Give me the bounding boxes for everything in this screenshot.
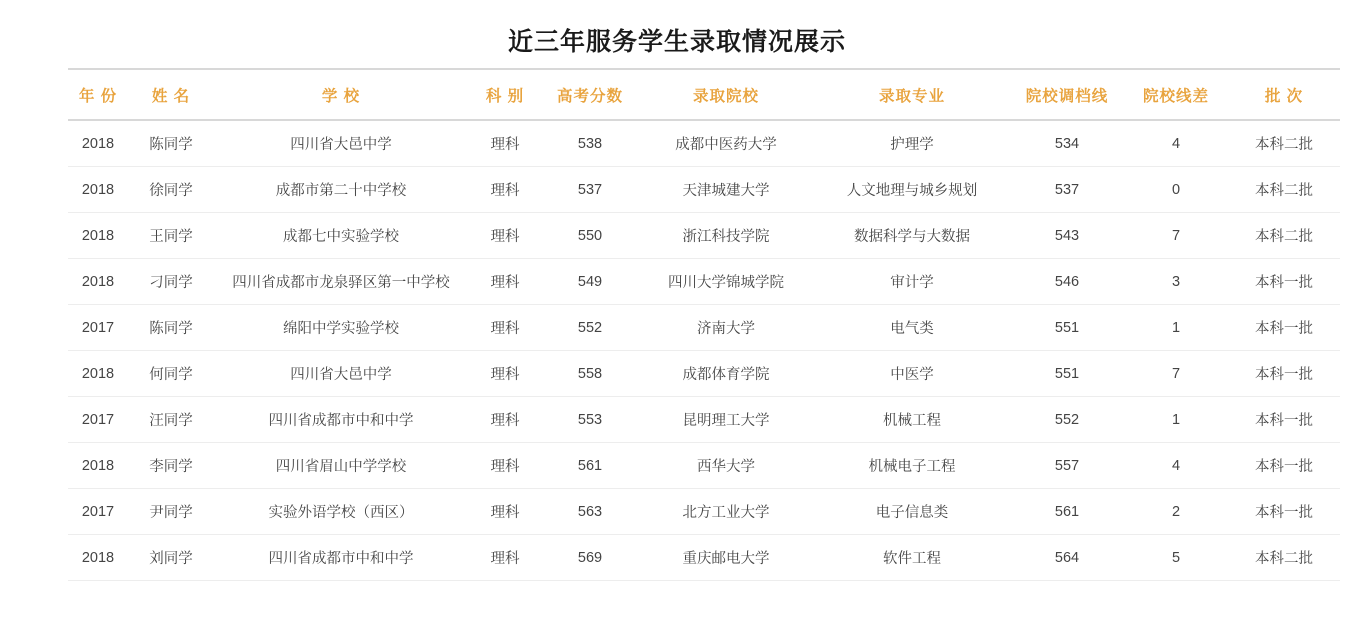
cell-score: 569	[542, 535, 638, 581]
cell-batch: 本科一批	[1228, 351, 1340, 397]
table-header	[68, 69, 1340, 120]
header-batch: 批 次	[1228, 69, 1340, 120]
cell-diff: 7	[1124, 351, 1228, 397]
cell-name: 汪同学	[128, 397, 214, 443]
cell-year: 2017	[68, 397, 128, 443]
cell-year: 2017	[68, 489, 128, 535]
cell-major: 护理学	[814, 120, 1010, 167]
cell-name: 陈同学	[128, 120, 214, 167]
table-row	[68, 305, 1340, 351]
cell-university: 西华大学	[638, 443, 814, 489]
cell-school: 实验外语学校（西区）	[214, 489, 468, 535]
cell-diff: 4	[1124, 120, 1228, 167]
cell-subject: 理科	[468, 120, 542, 167]
cell-name: 何同学	[128, 351, 214, 397]
header-row	[68, 69, 1340, 120]
cell-diff: 3	[1124, 259, 1228, 305]
cell-school: 四川省成都市中和中学	[214, 397, 468, 443]
cell-year: 2018	[68, 259, 128, 305]
cell-school: 四川省成都市中和中学	[214, 535, 468, 581]
cell-cutoff: 551	[1010, 305, 1124, 351]
table-row	[68, 535, 1340, 581]
cell-score: 552	[542, 305, 638, 351]
table-row	[68, 167, 1340, 213]
table-row	[68, 120, 1340, 167]
cell-major: 机械电子工程	[814, 443, 1010, 489]
cell-university: 天津城建大学	[638, 167, 814, 213]
cell-subject: 理科	[468, 259, 542, 305]
table-row	[68, 397, 1340, 443]
cell-cutoff: 561	[1010, 489, 1124, 535]
table-body	[68, 120, 1340, 581]
cell-cutoff: 557	[1010, 443, 1124, 489]
cell-subject: 理科	[468, 443, 542, 489]
cell-diff: 1	[1124, 397, 1228, 443]
cell-major: 电气类	[814, 305, 1010, 351]
cell-subject: 理科	[468, 397, 542, 443]
cell-cutoff: 551	[1010, 351, 1124, 397]
cell-school: 四川省眉山中学学校	[214, 443, 468, 489]
cell-batch: 本科一批	[1228, 259, 1340, 305]
table-container	[0, 68, 1354, 581]
cell-year: 2018	[68, 120, 128, 167]
cell-score: 549	[542, 259, 638, 305]
admission-table	[68, 68, 1340, 581]
cell-major: 数据科学与大数据	[814, 213, 1010, 259]
cell-name: 王同学	[128, 213, 214, 259]
cell-major: 审计学	[814, 259, 1010, 305]
cell-score: 550	[542, 213, 638, 259]
header-score: 高考分数	[542, 69, 638, 120]
cell-school: 绵阳中学实验学校	[214, 305, 468, 351]
cell-diff: 5	[1124, 535, 1228, 581]
cell-batch: 本科一批	[1228, 397, 1340, 443]
cell-major: 软件工程	[814, 535, 1010, 581]
cell-diff: 4	[1124, 443, 1228, 489]
header-subject: 科 别	[468, 69, 542, 120]
header-major: 录取专业	[814, 69, 1010, 120]
cell-subject: 理科	[468, 489, 542, 535]
cell-year: 2018	[68, 213, 128, 259]
cell-school: 四川省大邑中学	[214, 351, 468, 397]
cell-major: 人文地理与城乡规划	[814, 167, 1010, 213]
cell-cutoff: 537	[1010, 167, 1124, 213]
cell-batch: 本科二批	[1228, 213, 1340, 259]
header-university: 录取院校	[638, 69, 814, 120]
page-title: 近三年服务学生录取情况展示	[507, 28, 846, 56]
cell-university: 重庆邮电大学	[638, 535, 814, 581]
cell-year: 2017	[68, 305, 128, 351]
cell-diff: 1	[1124, 305, 1228, 351]
cell-name: 李同学	[128, 443, 214, 489]
table-row	[68, 259, 1340, 305]
cell-name: 尹同学	[128, 489, 214, 535]
cell-university: 浙江科技学院	[638, 213, 814, 259]
cell-batch: 本科二批	[1228, 120, 1340, 167]
cell-name: 陈同学	[128, 305, 214, 351]
cell-name: 徐同学	[128, 167, 214, 213]
cell-name: 刁同学	[128, 259, 214, 305]
cell-batch: 本科二批	[1228, 535, 1340, 581]
cell-score: 538	[542, 120, 638, 167]
cell-cutoff: 546	[1010, 259, 1124, 305]
cell-batch: 本科一批	[1228, 305, 1340, 351]
header-diff: 院校线差	[1124, 69, 1228, 120]
cell-university: 北方工业大学	[638, 489, 814, 535]
cell-name: 刘同学	[128, 535, 214, 581]
cell-batch: 本科二批	[1228, 167, 1340, 213]
cell-batch: 本科一批	[1228, 489, 1340, 535]
cell-university: 成都中医药大学	[638, 120, 814, 167]
table-row	[68, 443, 1340, 489]
cell-major: 电子信息类	[814, 489, 1010, 535]
cell-subject: 理科	[468, 305, 542, 351]
header-name: 姓 名	[128, 69, 214, 120]
cell-diff: 2	[1124, 489, 1228, 535]
cell-cutoff: 534	[1010, 120, 1124, 167]
cell-university: 济南大学	[638, 305, 814, 351]
cell-score: 561	[542, 443, 638, 489]
header-school: 学 校	[214, 69, 468, 120]
cell-cutoff: 543	[1010, 213, 1124, 259]
cell-major: 中医学	[814, 351, 1010, 397]
header-year: 年 份	[68, 69, 128, 120]
cell-school: 四川省大邑中学	[214, 120, 468, 167]
header-cutoff: 院校调档线	[1010, 69, 1124, 120]
cell-subject: 理科	[468, 167, 542, 213]
cell-university: 四川大学锦城学院	[638, 259, 814, 305]
cell-subject: 理科	[468, 535, 542, 581]
cell-score: 553	[542, 397, 638, 443]
cell-year: 2018	[68, 167, 128, 213]
cell-batch: 本科一批	[1228, 443, 1340, 489]
cell-score: 563	[542, 489, 638, 535]
cell-cutoff: 564	[1010, 535, 1124, 581]
cell-subject: 理科	[468, 213, 542, 259]
cell-diff: 0	[1124, 167, 1228, 213]
cell-diff: 7	[1124, 213, 1228, 259]
cell-school: 成都市第二十中学校	[214, 167, 468, 213]
cell-cutoff: 552	[1010, 397, 1124, 443]
cell-school: 成都七中实验学校	[214, 213, 468, 259]
cell-year: 2018	[68, 535, 128, 581]
cell-score: 537	[542, 167, 638, 213]
cell-university: 成都体育学院	[638, 351, 814, 397]
cell-school: 四川省成都市龙泉驿区第一中学校	[214, 259, 468, 305]
cell-year: 2018	[68, 351, 128, 397]
cell-subject: 理科	[468, 351, 542, 397]
cell-university: 昆明理工大学	[638, 397, 814, 443]
table-row	[68, 489, 1340, 535]
cell-year: 2018	[68, 443, 128, 489]
table-row	[68, 213, 1340, 259]
cell-score: 558	[542, 351, 638, 397]
table-row	[68, 351, 1340, 397]
cell-major: 机械工程	[814, 397, 1010, 443]
